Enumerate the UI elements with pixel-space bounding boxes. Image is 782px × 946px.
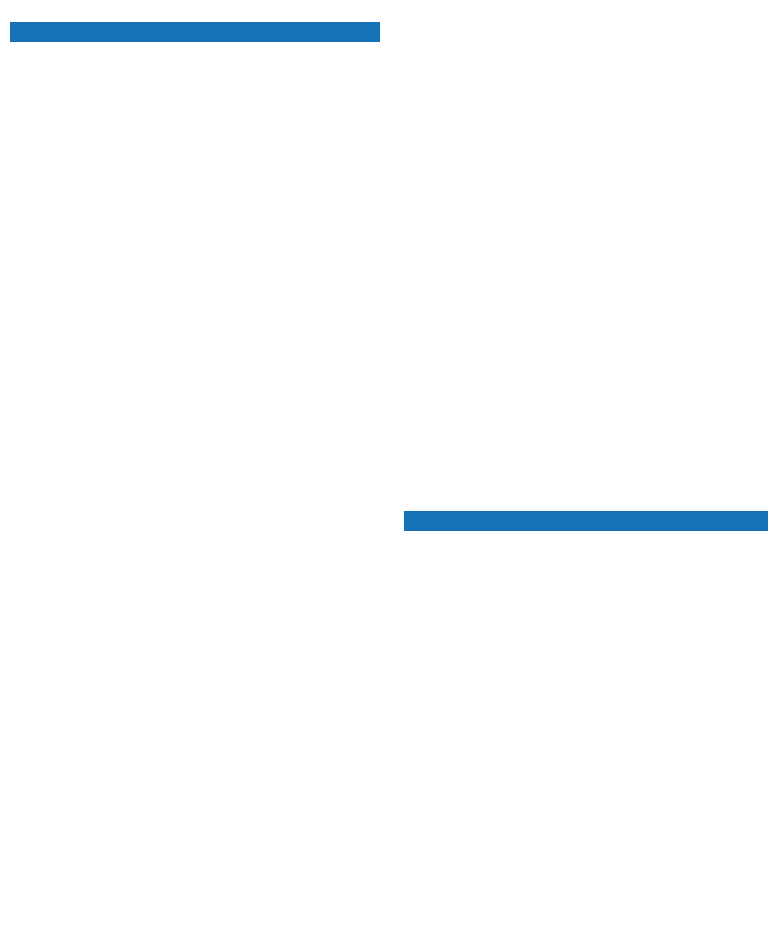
features-title xyxy=(404,511,768,531)
specifications-title xyxy=(10,22,380,42)
